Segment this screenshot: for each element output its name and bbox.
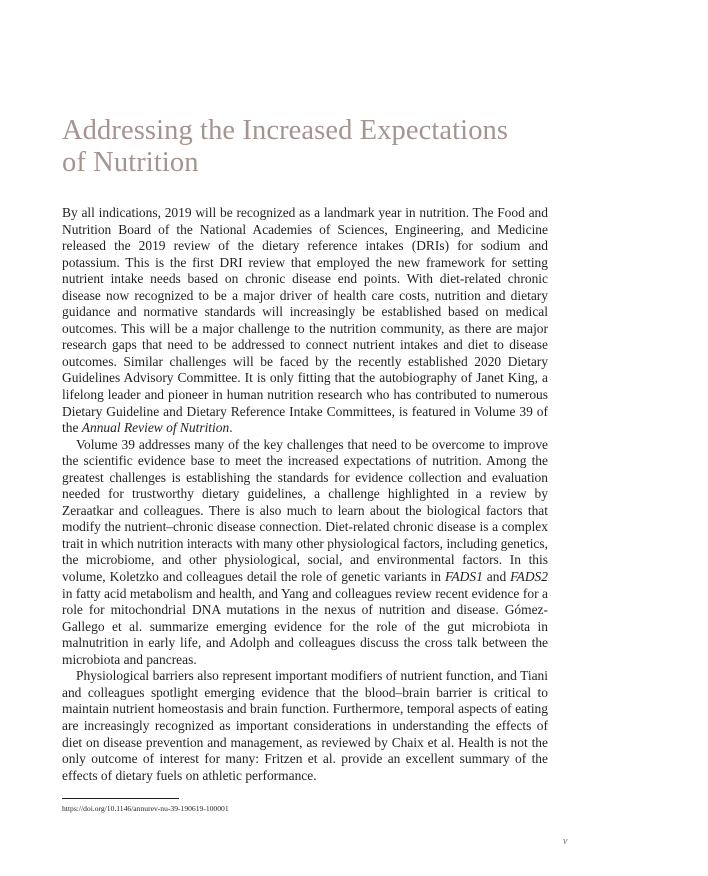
article-title-line-1: Addressing the Increased Expectations [62, 115, 509, 146]
gene-name-fads2: FADS2 [510, 569, 548, 585]
paragraph-2 [62, 437, 548, 669]
paragraph-1 [62, 205, 548, 437]
paragraph-2-part-2: and [482, 569, 511, 585]
paragraph-2-part-3: in fatty acid metabolism and health, and Yang and colleagues review recent evidence for a role for mitochondrial DNA mutations in the nexus of nutrition and disease. Gómez-Gallego et al. summarize emerging evidence for the role of the gut microbiota in malnutrition in early life, and Adolph and colleagues discuss the cross talk between the microbiota and pancreas. [62, 585, 548, 667]
paragraph-1-end: . [229, 420, 233, 436]
footnote-divider [62, 798, 179, 799]
article-title-line-2: of Nutrition [62, 147, 199, 178]
article-body [62, 205, 548, 784]
paragraph-3 [62, 668, 548, 784]
gene-name-fads1: FADS1 [444, 569, 483, 585]
paragraph-3-text: Physiological barriers also represent important modifiers of nutrient function, and Tiani and colleagues spotlight emerging evidence that the blood–brain barrier is critical to maintain nutrient homeostasis and brain function. Furthermore, temporal aspects of eating are increasingly recognized as important considerations in understanding the effects of diet on disease prevention and management, as reviewed by Chaix et al. Health is not the only outcome of interest for many: Fritzen et al. provide an excellent summary of the effects of dietary fuels on athletic performance. [62, 668, 548, 783]
paragraph-2-part-1: Volume 39 addresses many of the key challenges that need to be overcome to improve the scientific evidence base to meet the increased expectations of nutrition. Among the greatest challenges is establishing the standards for evidence collection and evaluation needed for trustworthy dietary guidelines, a challenge highlighted in a review by Zeraatkar and colleagues. There is also much to learn about the biological factors that modify the nutrient–chronic disease connection. Diet-related chronic disease is a complex trait in which nutrition interacts with many other physiological factors, including genetics, the microbiome, and other physiological, social, and environmental factors. In this volume, Koletzko and colleagues detail the role of genetic variants in [62, 436, 548, 585]
article-title [62, 115, 582, 179]
doi-footnote: https://doi.org/10.1146/annurev-nu-39-190619-100001 [62, 804, 229, 813]
paragraph-1-text: By all indications, 2019 will be recognized as a landmark year in nutrition. The Food and Nutrition Board of the National Academies of Sciences, Engineering, and Medicine released the 2019 review of the dietary reference intakes (DRIs) for sodium and potassium. This is the first DRI review that employed the new framework for setting nutrient intake needs based on chronic disease end points. With diet-related chronic disease now recognized to be a major driver of health care costs, nutrition and dietary guidance and normative standards will increasingly be established based on medical outcomes. This will be a major challenge to the nutrition community, as there are major research gaps that need to be addressed to connect nutrient intakes and diet to disease outcomes. Similar challenges will be faced by the recently established 2020 Dietary Guidelines Advisory Committee. It is only fitting that the autobiography of Janet King, a lifelong leader and pioneer in human nutrition research who has contributed to numerous Dietary Guideline and Dietary Reference Intake Committees, is featured in Volume 39 of the [62, 205, 548, 436]
page-number: v [563, 836, 568, 847]
journal-name: Annual Review of Nutrition [81, 420, 230, 436]
